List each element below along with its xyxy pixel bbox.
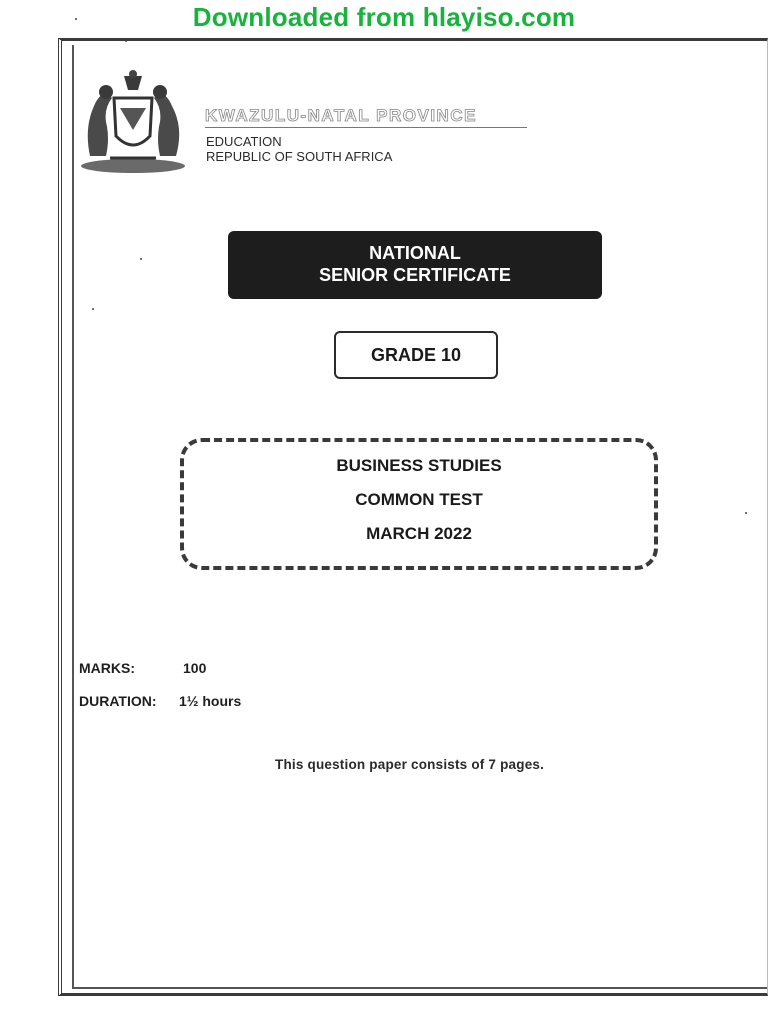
watermark-link[interactable]: Downloaded from hlayiso.com (192, 2, 576, 32)
marks-label: MARKS: (79, 660, 135, 676)
province-divider (205, 127, 527, 128)
duration-row (79, 693, 242, 709)
certificate-line-1: NATIONAL (369, 243, 461, 263)
department-block (206, 134, 392, 164)
subject-name: BUSINESS STUDIES (336, 456, 502, 475)
page-count-note: This question paper consists of 7 pages. (275, 757, 545, 772)
scan-speck (745, 512, 747, 514)
scan-speck (75, 18, 77, 20)
department-name: EDUCATION (206, 134, 282, 149)
scan-speck (125, 40, 127, 42)
scan-speck (140, 258, 142, 260)
marks-row (79, 660, 207, 676)
scan-speck (92, 308, 94, 310)
duration-label: DURATION: (79, 693, 157, 709)
duration-value: 1½ hours (179, 693, 242, 709)
coat-of-arms-icon (76, 68, 190, 176)
grade-label: GRADE 10 (334, 331, 498, 379)
province-name: KWAZULU-NATAL PROVINCE (205, 106, 477, 125)
certificate-line-2: SENIOR CERTIFICATE (319, 265, 511, 285)
certificate-banner (228, 231, 602, 299)
subject-box (180, 438, 658, 570)
test-name: COMMON TEST (355, 490, 483, 509)
country-name: REPUBLIC OF SOUTH AFRICA (206, 149, 393, 164)
marks-value: 100 (183, 660, 207, 676)
test-date: MARCH 2022 (366, 524, 472, 543)
